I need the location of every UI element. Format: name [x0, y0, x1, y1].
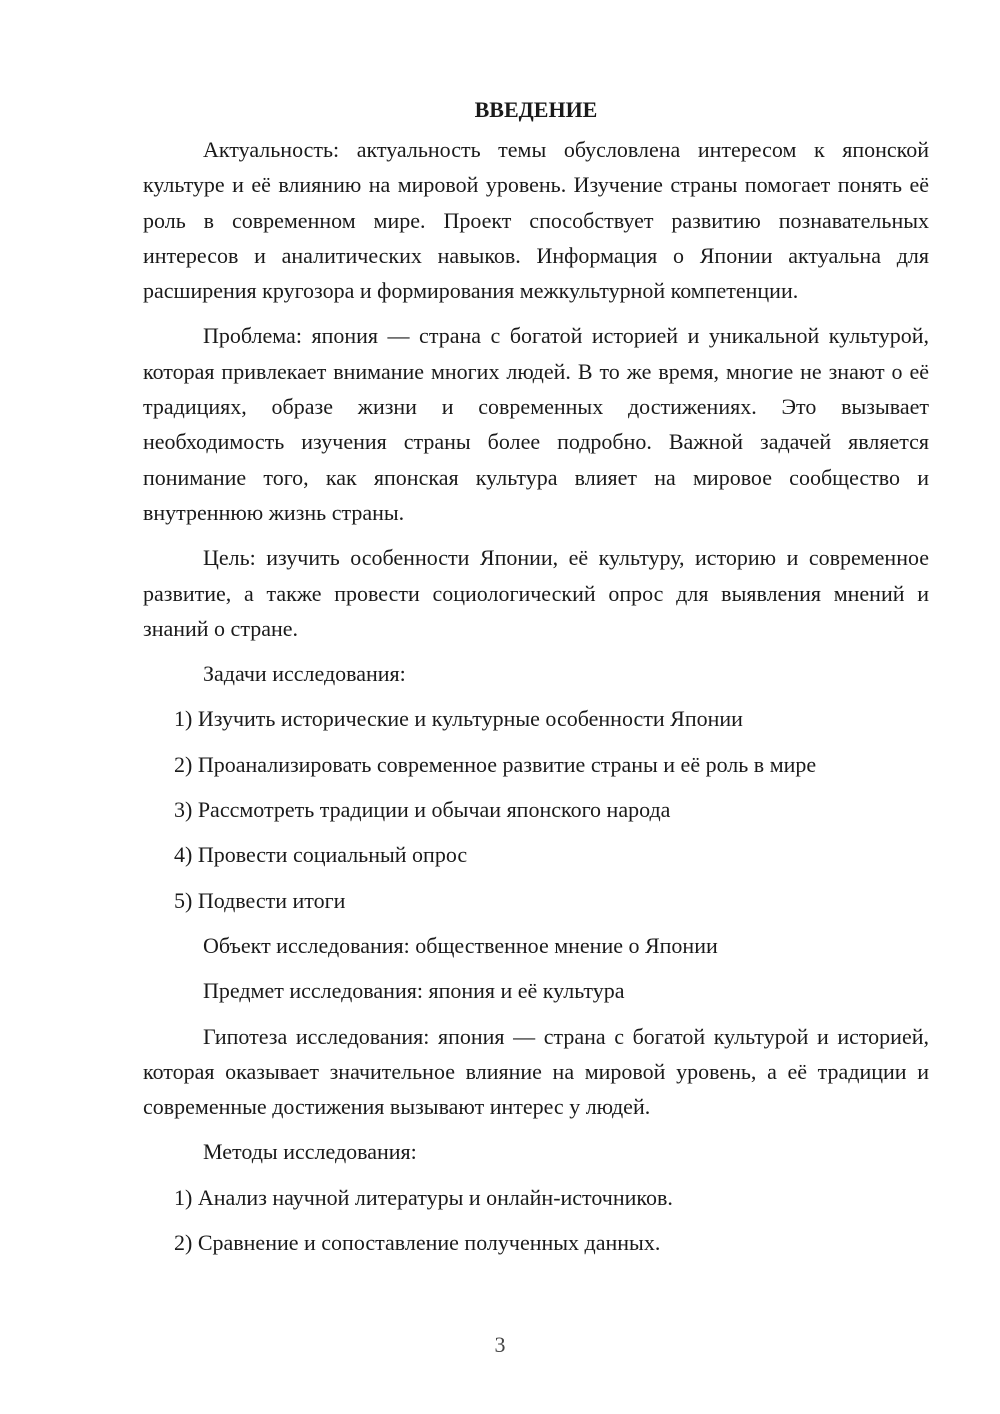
task-item: 1) Изучить исторические и культурные особенности Японии	[174, 706, 743, 732]
document-page	[143, 92, 929, 1270]
goal-paragraph: Цель: изучить особенности Японии, её культуру, историю и современное развитие, а также провести социологический опрос для выявления мнений и знаний о стране.	[143, 545, 929, 641]
research-object: Объект исследования: общественное мнение о Японии	[203, 932, 718, 958]
method-item: 2) Сравнение и сопоставление полученных данных.	[174, 1230, 661, 1256]
hypothesis-paragraph: Гипотеза исследования: япония — страна с богатой культурой и историей, которая оказывает значительное влияние на мировой уровень, а её традиции и современные достижения вызывают интерес у людей.	[143, 1023, 929, 1120]
tasks-heading: Задачи исследования:	[203, 661, 406, 687]
task-item: 5) Подвести итоги	[174, 887, 346, 913]
task-item: 4) Провести социальный опрос	[174, 842, 468, 868]
task-item: 3) Рассмотреть традиции и обычаи японского народа	[174, 797, 671, 823]
research-subject: Предмет исследования: япония и её культура	[203, 978, 625, 1004]
problem-paragraph: Проблема: япония — страна с богатой историей и уникальной культурой, которая привлекает внимание многих людей. В то же время, многие не знают о её традициях, образе жизни и современных достижениях. Это вызывает необходимость изучения страны более подробно. Важной задачей является понимание того, как японская культура влияет на мировое сообщество и внутреннюю жизнь страны.	[143, 323, 929, 525]
section-title: ВВЕДЕНИЕ	[474, 97, 598, 122]
method-item: 1) Анализ научной литературы и онлайн-источников.	[174, 1184, 673, 1210]
relevance-paragraph: Актуальность: актуальность темы обусловлена интересом к японской культуре и её влиянию на мировой уровень. Изучение страны помогает понять её роль в современном мире. Проект способствует развитию познавательных интересов и аналитических навыков. Информация о Японии актуальна для расширения кругозора и формирования межкультурной компетенции.	[143, 137, 929, 304]
page-number: 3	[494, 1332, 506, 1357]
task-item: 2) Проанализировать современное развитие страны и её роль в мире	[174, 751, 817, 777]
methods-heading: Методы исследования:	[203, 1139, 417, 1165]
